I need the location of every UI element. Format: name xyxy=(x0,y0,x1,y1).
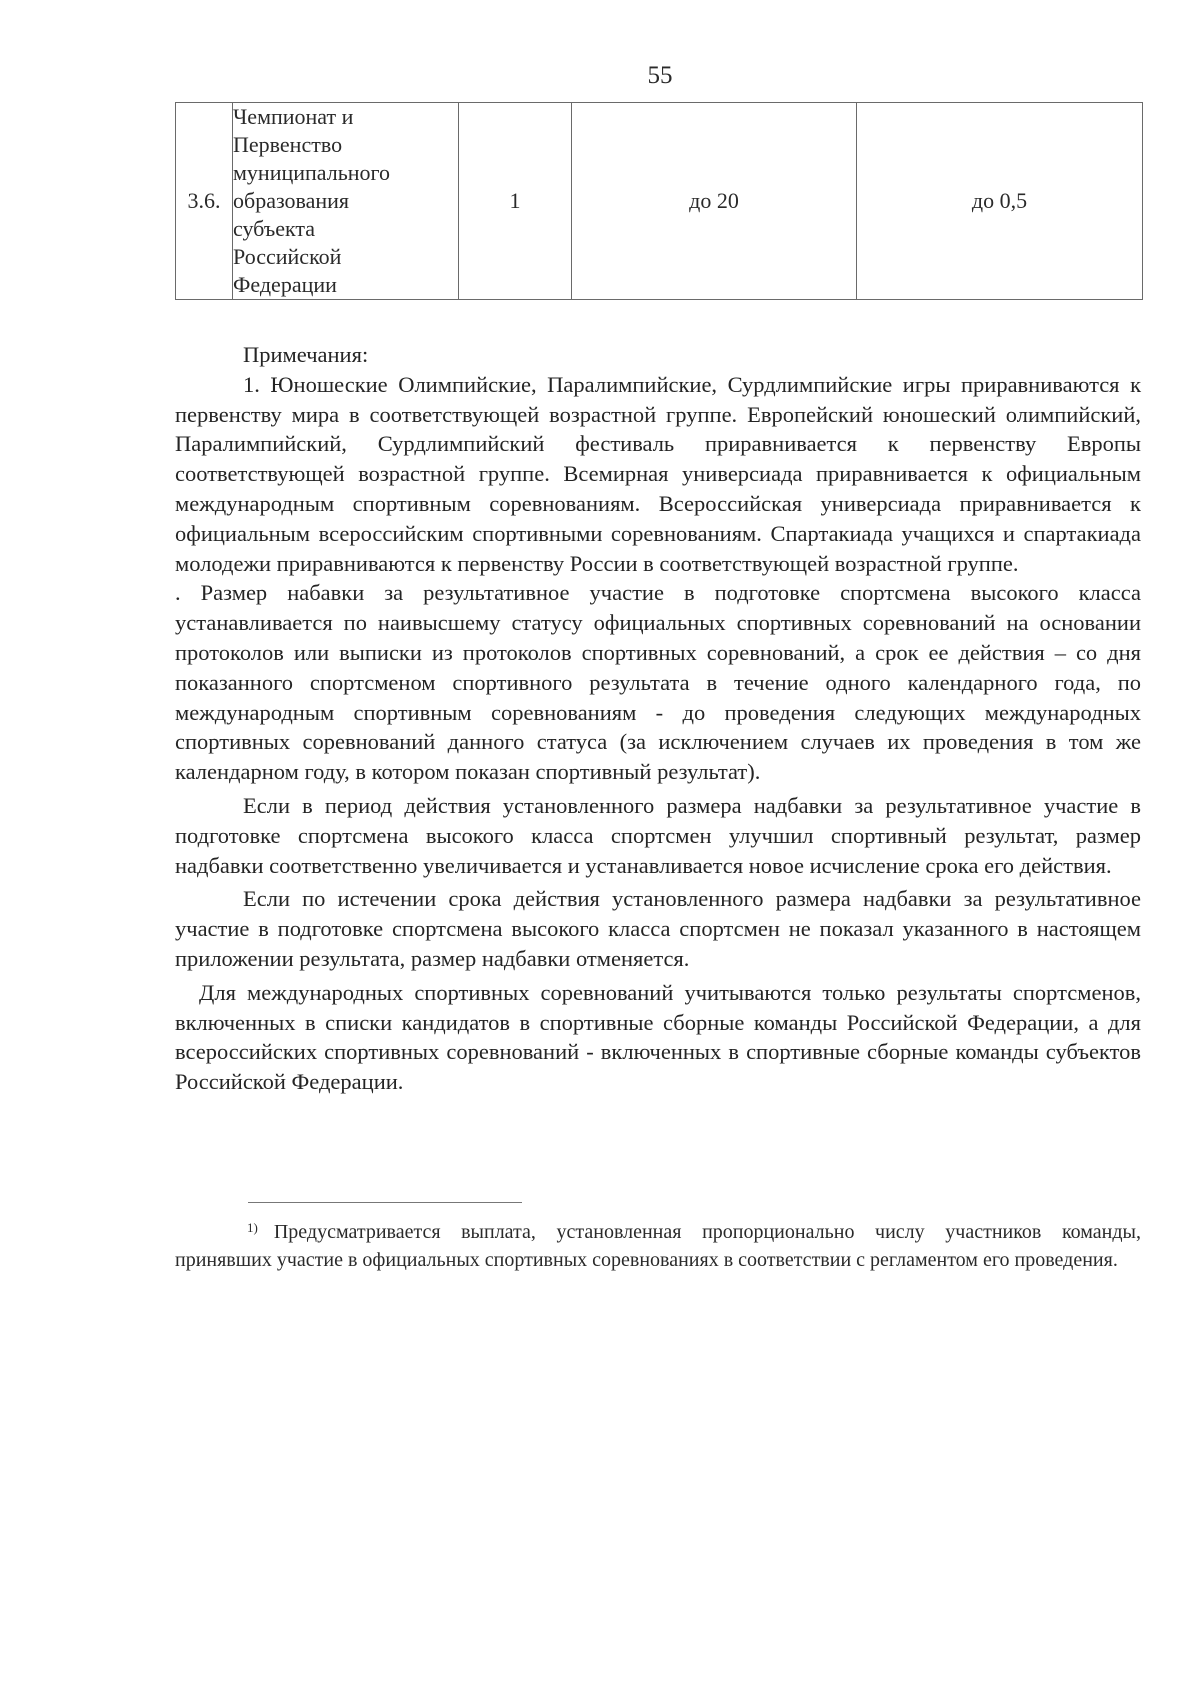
note-paragraph-2: . Размер набавки за результативное участие в подготовке спортсмена высокого класса устанавливается по наивысшему статусу официальных спортивных соревнований на основании протоколов или выписки из протоколов спортивных соревнований, а срок ее действия – со дня показанного спортсменом спортивного результата в течение одного календарного года, по международным спортивным соревнованиям - до проведения следующих международных спортивных соревнований данного статуса (за исключением случаев их проведения в том же календарном году, в котором показан спортивный результат). xyxy=(175,580,1141,785)
competition-name-line: Чемпионат и xyxy=(233,104,354,129)
place-cell: до 20 xyxy=(572,103,857,300)
page-number: 55 xyxy=(647,62,673,89)
competition-name-line: субъекта xyxy=(233,216,316,241)
table-row xyxy=(176,103,1143,300)
note-paragraph-5: Для международных спортивных соревнований учитываются только результаты спортсменов, включенных в списки кандидатов в спортивные сборные команды Российской Федерации, а для всероссийских спортивных соревнований - включенных в спортивные сборные команды субъектов Российской Федерации. xyxy=(175,979,1141,1095)
competition-name-cell xyxy=(233,103,459,300)
competition-name-line: образования xyxy=(233,188,350,213)
competition-name-line: муниципального xyxy=(233,160,391,185)
footnote xyxy=(175,1218,1141,1274)
competition-name-line: Федерации xyxy=(233,272,337,297)
row-number-cell: 3.6. xyxy=(176,103,233,300)
footnote-divider xyxy=(248,1202,522,1203)
competition-name xyxy=(233,103,458,299)
notes-section xyxy=(175,340,1141,1097)
note-paragraph-4: Если по истечении срока действия установленного размера надбавки за результативное участие в подготовке спортсмена высокого класса спортсмен не показал указанного в настоящем приложении результата, размер надбавки отменяется. xyxy=(175,886,1141,971)
count-cell: 1 xyxy=(459,103,572,300)
rate-cell: до 0,5 xyxy=(857,103,1143,300)
note-paragraph-3: Если в период действия установленного размера надбавки за результативное участие в подготовке спортсмена высокого класса спортсмен улучшил спортивный результат, размер надбавки соответственно увеличивается и устанавливается новое исчисление срока его действия. xyxy=(175,792,1141,878)
competition-name-line: Первенство xyxy=(233,132,343,157)
rates-table xyxy=(175,102,1143,300)
footnote-marker: 1) xyxy=(247,1220,258,1235)
notes-heading: Примечания: xyxy=(243,342,369,367)
competition-name-line: Российской xyxy=(233,244,342,269)
footnote-text: Предусматривается выплата, установленная пропорционально числу участников команды, принявших участие в официальных спортивных соревнованиях в соответствии с регламентом его проведения. xyxy=(175,1221,1141,1271)
note-paragraph-1: 1. Юношеские Олимпийские, Паралимпийские, Сурдлимпийские игры приравниваются к первенству мира в соответствующей возрастной группе. Европейский юношеский олимпийский, Паралимпийский, Сурдлимпийский фестиваль приравнивается к первенству Европы соответствующей возрастной группе. Всемирная универсиада приравнивается к официальным международным спортивным соревнованиям. Всероссийская универсиада приравнивается к официальным всероссийским спортивными соревнованиям. Спартакиада учащихся и спартакиада молодежи приравниваются к первенству России в соответствующей возрастной группе. xyxy=(175,371,1141,576)
